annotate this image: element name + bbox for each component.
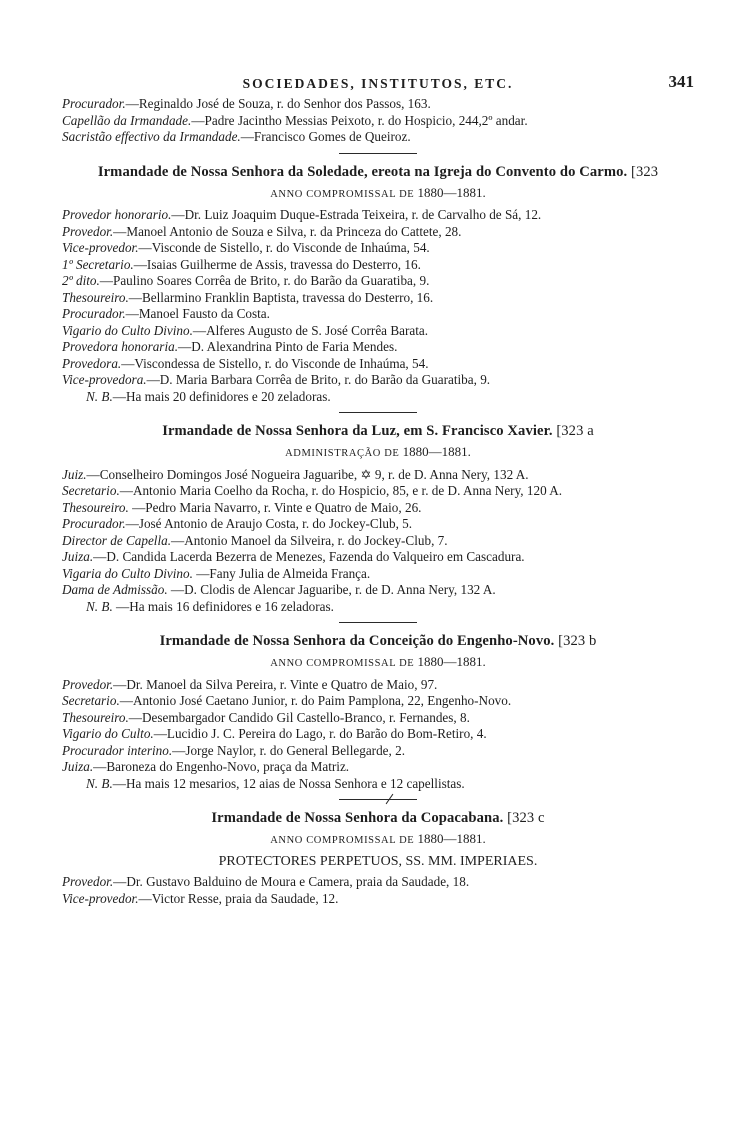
entry-role: 2º dito. [62, 273, 100, 288]
entry-sacristao [62, 129, 694, 146]
entry-text: —Conselheiro Domingos José Nogueira Jaguaribe, ✡ 9, r. de D. Anna Nery, 132 A. [86, 466, 529, 482]
nb-text: —Ha mais 20 definidores e 20 zeladoras. [112, 388, 331, 404]
entry-text: —Alferes Augusto de S. José Corrêa Barata. [192, 322, 429, 338]
entry-text: —Jorge Naylor, r. do General Bellegarde, 2. [172, 742, 406, 758]
nb-text: —Ha mais 12 mesarios, 12 aias de Nossa Senhora e 12 capellistas. [112, 775, 465, 791]
entry-juiz [62, 467, 694, 484]
entry-text: —D. Maria Barbara Corrêa de Brito, r. do Barão da Guaratiba, 9. [146, 372, 491, 387]
entry-role: Capellão da Irmandade. [62, 112, 192, 128]
section-title: Irmandade de Nossa Senhora da Conceição do Engenho-Novo. [159, 633, 555, 649]
entry-text: —Francisco Gomes de Queiroz. [240, 129, 411, 144]
entry-thesoureiro [62, 500, 694, 517]
entry-role: Sacristão effectivo da Irmandade. [62, 129, 241, 144]
entry-text: —Visconde de Sistello, r. do Visconde de Inhaúma, 54. [138, 240, 430, 255]
entry-juiza [62, 549, 694, 566]
entry-text: —Dr. Luiz Joaquim Duque-Estrada Teixeira, r. de Carvalho de Sá, 12. [171, 207, 542, 222]
entry-procurador [62, 516, 694, 533]
entry-provedora-honoraria [62, 339, 694, 356]
section-title: Irmandade de Nossa Senhora da Soledade, ereota na Igreja do Convento do Carmo. [97, 163, 628, 180]
section-divider [339, 799, 417, 800]
section-title: Irmandade de Nossa Senhora da Luz, em S. Francisco Xavier. [162, 423, 553, 439]
entry-vigaria [62, 566, 694, 583]
entry-role: Secretario. [62, 693, 120, 708]
entry-role: Provedor. [62, 223, 114, 239]
section-heading-luz [62, 422, 694, 440]
entry-role: Director de Capella. [62, 532, 172, 548]
entry-text: —Padre Jacintho Messias Peixoto, r. do Hospicio, 244,2º andar. [191, 112, 528, 128]
entry-vigario [62, 323, 694, 340]
entry-role: Procurador. [62, 96, 126, 111]
subtitle-label: ANNO COMPROMISSAL DE [270, 658, 415, 669]
entry-role: Thesoureiro. [62, 289, 129, 305]
section-divider [339, 153, 417, 154]
entry-role: Procurador. [62, 516, 126, 531]
section-heading-soledade [62, 163, 694, 181]
entry-procurador [62, 96, 694, 113]
section-subtitle [62, 444, 694, 463]
entry-text: —Isaias Guilherme de Assis, travessa do Desterro, 16. [133, 256, 421, 272]
entry-role: Procurador interino. [62, 742, 173, 758]
subtitle-years: 1880—1881. [417, 184, 486, 200]
entry-provedor-honorario [62, 207, 694, 224]
entry-text: —Lucidio J. C. Pereira do Lago, r. do Barão do Bom-Retiro, 4. [153, 726, 487, 741]
entry-secretario [62, 483, 694, 500]
entry-provedora [62, 356, 694, 373]
section-heading-conceicao [62, 632, 694, 650]
entry-role: Provedora. [62, 355, 122, 371]
entry-role: Thesoureiro. [62, 709, 129, 725]
running-head [62, 74, 694, 94]
entry-procurador [62, 306, 694, 323]
entry-capellao [62, 113, 694, 130]
entry-dama-admissao [62, 582, 694, 599]
section-divider [339, 412, 417, 413]
section-ref: [323 c [507, 810, 545, 826]
section-title: Irmandade de Nossa Senhora da Copacabana. [211, 810, 504, 826]
entry-text: —José Antonio de Araujo Costa, r. do Jockey-Club, 5. [125, 516, 413, 531]
entry-text: —Dr. Gustavo Balduino de Moura e Camera, praia da Saudade, 18. [113, 874, 470, 889]
entry-text: —Bellarmino Franklin Baptista, travessa do Desterro, 16. [128, 289, 434, 305]
entry-1-secretario [62, 257, 694, 274]
entry-role: Provedor. [62, 874, 114, 889]
entry-director-capella [62, 533, 694, 550]
nb-text: —Ha mais 16 definidores e 16 zeladoras. [112, 598, 334, 614]
subtitle-label: ANNO COMPROMISSAL DE [270, 188, 415, 200]
entry-provedor [62, 874, 694, 891]
nota-bene [62, 389, 694, 406]
entry-role: Provedora honoraria. [62, 339, 178, 354]
entry-juiza [62, 759, 694, 776]
entry-text: —D. Candida Lacerda Bezerra de Menezes, Fazenda do Valqueiro em Cascadura. [93, 549, 525, 564]
entry-text: —Pedro Maria Navarro, r. Vinte e Quatro de Maio, 26. [128, 499, 422, 515]
entry-provedor [62, 224, 694, 241]
entry-role: 1º Secretario. [62, 256, 134, 272]
entry-vigario [62, 726, 694, 743]
entry-role: Juiz. [62, 466, 87, 482]
entry-procurador-interino [62, 743, 694, 760]
entry-role: Vigario do Culto. [62, 726, 154, 741]
entry-text: —Viscondessa de Sistello, r. do Visconde de Inhaúma, 54. [121, 355, 429, 371]
entry-text: —Paulino Soares Corrêa de Brito, r. do Barão da Guaratiba, 9. [99, 273, 430, 288]
entry-vice-provedor [62, 891, 694, 908]
section-subtitle [62, 654, 694, 673]
entry-text: —Dr. Manoel da Silva Pereira, r. Vinte e Quatro de Maio, 97. [113, 676, 438, 692]
nb-label: N. B. [86, 775, 113, 791]
subtitle-label: ANNO COMPROMISSAL DE [270, 835, 415, 846]
entry-role: Juiza. [62, 549, 94, 564]
entry-text: —Antonio Manoel da Silveira, r. do Jockey-Club, 7. [171, 532, 448, 548]
entry-provedor [62, 677, 694, 694]
subtitle-years: 1880—1881. [402, 444, 471, 459]
entry-text: —Desembargador Candido Gil Castello-Branco, r. Fernandes, 8. [128, 709, 470, 725]
entry-text: —D. Alexandrina Pinto de Faria Mendes. [178, 339, 398, 354]
entry-text: —Manoel Fausto da Costa. [125, 306, 270, 321]
entry-vice-provedor [62, 240, 694, 257]
entry-role: Vice-provedor. [62, 890, 139, 906]
entry-text: —Baroneza do Engenho-Novo, praça da Matriz. [93, 759, 350, 774]
entry-vice-provedora [62, 372, 694, 389]
nota-bene [62, 599, 694, 616]
entry-secretario [62, 693, 694, 710]
entry-text: —Antonio José Caetano Junior, r. do Paim Pamplona, 22, Engenho-Novo. [119, 693, 512, 708]
entry-role: Provedor. [62, 676, 114, 692]
entry-role: Vice-provedor. [62, 240, 139, 255]
entry-text: —Antonio Maria Coelho da Rocha, r. do Hospicio, 85, e r. de D. Anna Nery, 120 A. [119, 483, 563, 498]
subtitle-years: 1880—1881. [417, 831, 486, 846]
entry-text: —Manoel Antonio de Souza e Silva, r. da Princeza do Cattete, 28. [113, 223, 462, 239]
entry-text: —Victor Resse, praia da Saudade, 12. [138, 890, 339, 906]
section-heading-copacabana [62, 809, 694, 827]
entry-thesoureiro [62, 290, 694, 307]
section-ref: [323 b [558, 633, 597, 649]
page-number: 341 [668, 72, 694, 91]
section-divider [339, 622, 417, 623]
entry-role: Secretario. [62, 483, 120, 498]
nb-label: N. B. [86, 598, 113, 614]
entry-role: Dama de Admissão. [62, 582, 168, 597]
nb-label: N. B. [86, 388, 113, 404]
entry-2-dito [62, 273, 694, 290]
entry-role: Thesoureiro. [62, 499, 129, 515]
protectores-heading: PROTECTORES PERPETUOS, SS. MM. IMPERIAES. [218, 853, 538, 869]
document-page [62, 74, 694, 907]
section-subtitle [62, 185, 694, 204]
nota-bene [62, 776, 694, 793]
subtitle-label: ADMINISTRAÇÃO DE [285, 448, 400, 459]
section-subtitle [62, 831, 694, 850]
entry-role: Vice-provedora. [62, 372, 147, 387]
entry-text: —Reginaldo José de Souza, r. do Senhor dos Passos, 163. [125, 96, 431, 111]
running-title: SOCIEDADES, INSTITUTOS, ETC. [242, 76, 514, 91]
entry-role: Vigario do Culto Divino. [62, 322, 193, 338]
entry-role: Juiza. [62, 759, 94, 774]
entry-role: Vigaria do Culto Divino. [62, 565, 193, 581]
entry-role: Procurador. [62, 306, 126, 321]
entry-text: —D. Clodis de Alencar Jaguaribe, r. de D. Anna Nery, 132 A. [167, 582, 496, 597]
entry-thesoureiro [62, 710, 694, 727]
section-ref: [323 [631, 163, 659, 180]
subtitle-years: 1880—1881. [417, 654, 486, 669]
entry-role: Provedor honorario. [62, 207, 172, 222]
section-ref: [323 a [556, 423, 594, 439]
entry-text: —Fany Julia de Almeida França. [192, 565, 371, 581]
